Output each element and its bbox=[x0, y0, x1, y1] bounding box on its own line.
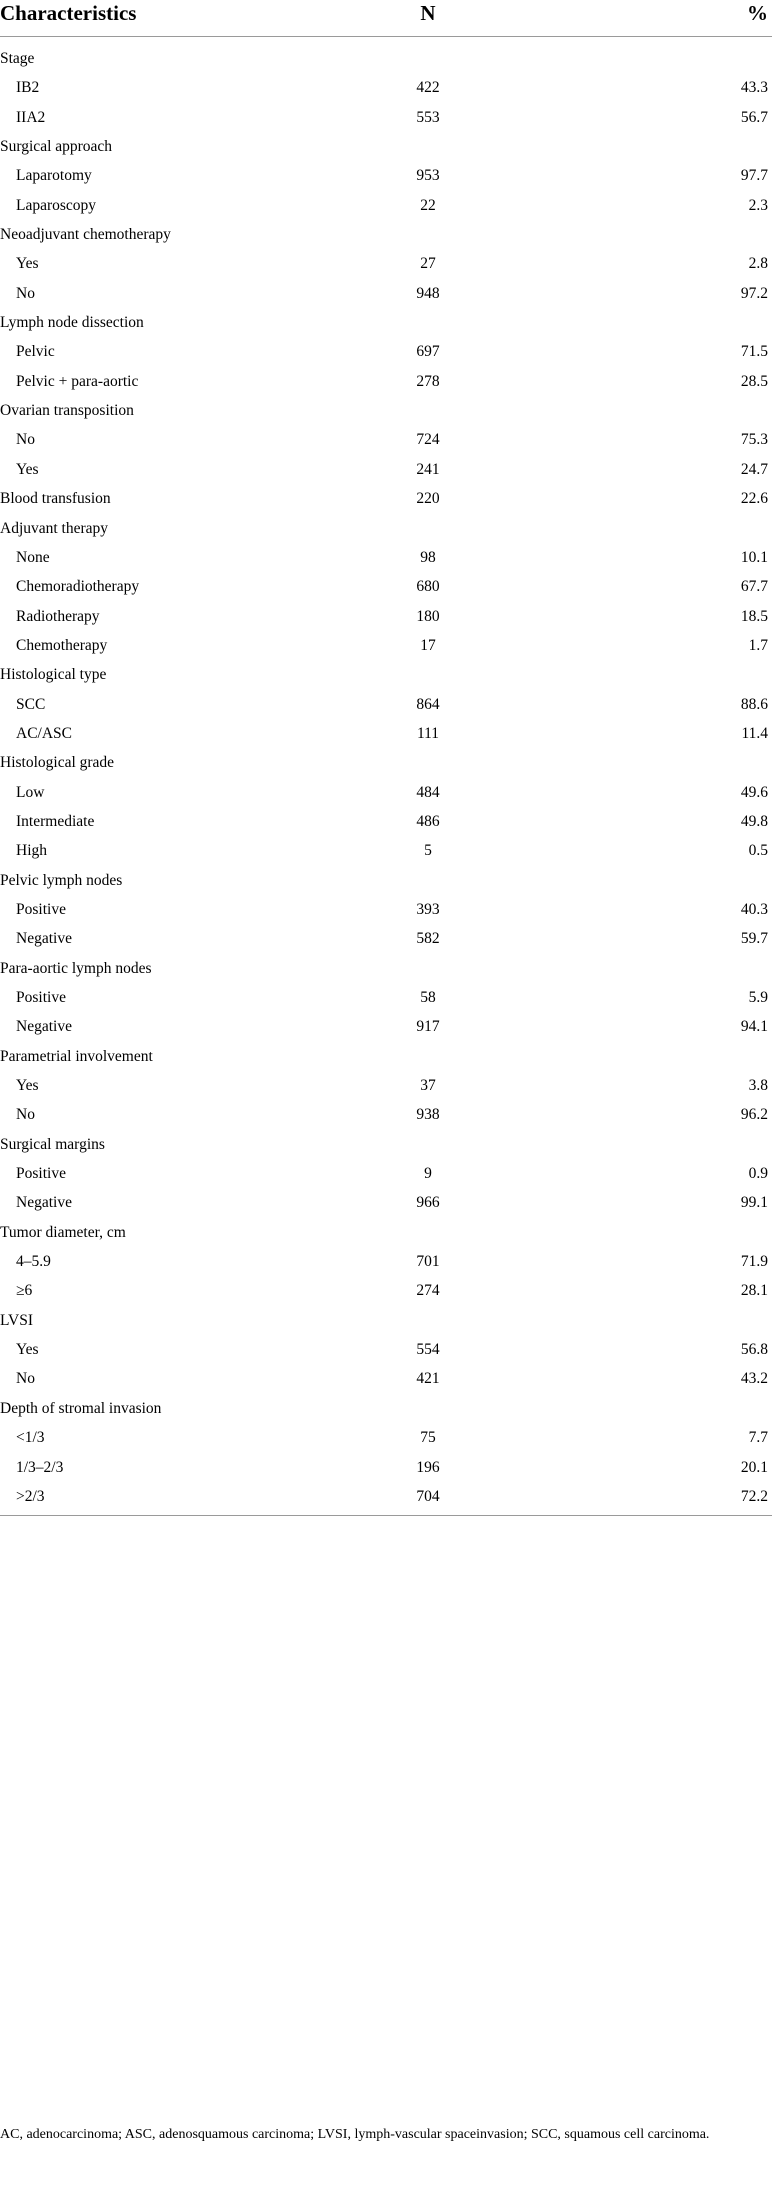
table-group-row bbox=[0, 396, 772, 425]
row-n: 938 bbox=[416, 1106, 440, 1124]
row-percent: 56.8 bbox=[740, 1341, 768, 1359]
row-label: Laparotomy bbox=[16, 167, 92, 185]
table-row bbox=[0, 1188, 772, 1217]
row-percent: 0.9 bbox=[748, 1165, 768, 1183]
table-row bbox=[0, 1100, 772, 1129]
row-n: 704 bbox=[416, 1487, 440, 1505]
table-row bbox=[0, 73, 772, 102]
row-label: Negative bbox=[16, 1194, 72, 1212]
row-label: Pelvic + para-aortic bbox=[16, 372, 139, 390]
row-label: Radiotherapy bbox=[16, 607, 100, 625]
row-percent: 75.3 bbox=[740, 431, 768, 449]
row-label: Pelvic lymph nodes bbox=[0, 871, 123, 889]
row-label: Positive bbox=[16, 1165, 66, 1183]
table-row bbox=[0, 1071, 772, 1100]
row-label: Negative bbox=[16, 930, 72, 948]
row-percent: 43.3 bbox=[740, 79, 768, 97]
table-row bbox=[0, 161, 772, 190]
row-percent: 97.2 bbox=[740, 284, 768, 302]
row-label: Yes bbox=[16, 1077, 39, 1095]
table-row bbox=[0, 425, 772, 454]
table-row bbox=[0, 836, 772, 865]
row-n: 241 bbox=[416, 460, 440, 478]
row-n: 393 bbox=[416, 900, 440, 918]
table-group-row bbox=[0, 660, 772, 689]
row-label: Intermediate bbox=[16, 812, 95, 830]
table-group-row bbox=[0, 132, 772, 161]
table-header-row bbox=[0, 0, 772, 37]
row-label: Positive bbox=[16, 900, 66, 918]
table-row bbox=[0, 983, 772, 1012]
row-label: Yes bbox=[16, 1341, 39, 1359]
row-n: 697 bbox=[416, 343, 440, 361]
row-label: Chemoradiotherapy bbox=[16, 578, 140, 596]
row-label: 4–5.9 bbox=[16, 1253, 51, 1271]
row-label: No bbox=[16, 284, 35, 302]
row-percent: 24.7 bbox=[740, 460, 768, 478]
header-n: N bbox=[420, 1, 436, 25]
table-group-row bbox=[0, 1306, 772, 1335]
row-label: IB2 bbox=[16, 79, 40, 97]
table-body bbox=[0, 44, 772, 1511]
row-label: Laparoscopy bbox=[16, 196, 97, 214]
row-n: 278 bbox=[416, 372, 440, 390]
table-row bbox=[0, 543, 772, 572]
row-n: 917 bbox=[416, 1018, 440, 1036]
row-label: Ovarian transposition bbox=[0, 402, 134, 420]
row-percent: 0.5 bbox=[748, 842, 768, 860]
row-n: 486 bbox=[416, 812, 440, 830]
row-n: 948 bbox=[416, 284, 440, 302]
row-percent: 2.3 bbox=[748, 196, 768, 214]
row-percent: 99.1 bbox=[740, 1194, 768, 1212]
row-label: No bbox=[16, 431, 35, 449]
row-label: AC/ASC bbox=[16, 724, 72, 742]
table-row bbox=[0, 1276, 772, 1305]
row-label: Yes bbox=[16, 460, 39, 478]
table-row bbox=[0, 367, 772, 396]
table-row bbox=[0, 1335, 772, 1364]
row-n: 22 bbox=[420, 196, 436, 214]
row-percent: 49.8 bbox=[740, 812, 768, 830]
row-n: 582 bbox=[416, 930, 440, 948]
table-group-row bbox=[0, 514, 772, 543]
row-label: Blood transfusion bbox=[0, 490, 111, 508]
row-percent: 59.7 bbox=[740, 930, 768, 948]
row-label: ≥6 bbox=[16, 1282, 33, 1300]
table-row bbox=[0, 337, 772, 366]
table-row bbox=[0, 103, 772, 132]
row-n: 27 bbox=[420, 255, 436, 273]
row-label: Lymph node dissection bbox=[0, 314, 144, 332]
row-label: None bbox=[16, 548, 50, 566]
table-group-row bbox=[0, 44, 772, 73]
row-label: Chemotherapy bbox=[16, 636, 108, 654]
table-row bbox=[0, 455, 772, 484]
row-percent: 28.5 bbox=[740, 372, 768, 390]
row-label: Adjuvant therapy bbox=[0, 519, 109, 537]
table-row bbox=[0, 631, 772, 660]
row-n: 274 bbox=[416, 1282, 440, 1300]
row-label: Positive bbox=[16, 989, 66, 1006]
row-label: Negative bbox=[16, 1018, 72, 1036]
row-n: 180 bbox=[416, 607, 440, 625]
table-row bbox=[0, 807, 772, 836]
row-label: No bbox=[16, 1106, 35, 1124]
table-row bbox=[0, 1482, 772, 1511]
table-row bbox=[0, 719, 772, 748]
row-percent: 18.5 bbox=[740, 607, 768, 625]
row-n: 220 bbox=[416, 490, 440, 508]
table-row bbox=[0, 1159, 772, 1188]
row-n: 966 bbox=[416, 1194, 440, 1212]
row-n: 196 bbox=[416, 1458, 440, 1476]
row-label: <1/3 bbox=[16, 1429, 45, 1447]
row-label: Histological type bbox=[0, 666, 107, 684]
row-label: Parametrial involvement bbox=[0, 1047, 153, 1065]
row-n: 724 bbox=[416, 431, 440, 449]
table-group-row bbox=[0, 748, 772, 777]
row-label: Yes bbox=[16, 255, 39, 273]
table-row bbox=[0, 1247, 772, 1276]
row-percent: 20.1 bbox=[740, 1458, 768, 1476]
row-percent: 49.6 bbox=[740, 783, 768, 801]
table-bottom-rule bbox=[0, 1515, 772, 1516]
table-group-row bbox=[0, 1218, 772, 1247]
row-n: 701 bbox=[416, 1253, 440, 1271]
row-n: 58 bbox=[420, 989, 436, 1006]
table-group-row bbox=[0, 1394, 772, 1423]
row-percent: 72.2 bbox=[740, 1487, 768, 1505]
row-percent: 94.1 bbox=[740, 1018, 768, 1036]
table-group-row bbox=[0, 1130, 772, 1159]
row-n: 953 bbox=[416, 167, 440, 185]
row-n: 421 bbox=[416, 1370, 440, 1388]
row-n: 554 bbox=[416, 1341, 440, 1359]
row-label: No bbox=[16, 1370, 35, 1388]
table-row bbox=[0, 690, 772, 719]
row-label: IIA2 bbox=[16, 108, 46, 126]
row-percent: 67.7 bbox=[740, 578, 768, 596]
row-n: 17 bbox=[420, 636, 436, 654]
row-label: Histological grade bbox=[0, 754, 115, 772]
row-n: 98 bbox=[420, 548, 436, 566]
table-row bbox=[0, 572, 772, 601]
table-row bbox=[0, 1364, 772, 1393]
row-percent: 28.1 bbox=[740, 1282, 768, 1300]
row-label: LVSI bbox=[0, 1311, 34, 1329]
row-label: 1/3–2/3 bbox=[16, 1458, 64, 1476]
header-percent: % bbox=[747, 1, 768, 25]
row-n: 111 bbox=[416, 724, 440, 742]
table-group-row bbox=[0, 866, 772, 895]
row-percent: 5.9 bbox=[748, 989, 768, 1006]
row-percent: 43.2 bbox=[740, 1370, 768, 1388]
row-n: 864 bbox=[416, 695, 440, 713]
table-row bbox=[0, 191, 772, 220]
row-label: Tumor diameter, cm bbox=[0, 1223, 126, 1241]
row-percent: 7.7 bbox=[748, 1429, 768, 1447]
table-row bbox=[0, 924, 772, 953]
row-n: 5 bbox=[424, 842, 432, 860]
row-n: 553 bbox=[416, 108, 440, 126]
row-percent: 2.8 bbox=[748, 255, 768, 273]
row-label: Surgical margins bbox=[0, 1135, 105, 1153]
row-label: High bbox=[16, 842, 47, 860]
row-n: 37 bbox=[420, 1077, 436, 1095]
table-row bbox=[0, 279, 772, 308]
row-percent: 1.7 bbox=[748, 636, 768, 654]
table-group-row bbox=[0, 954, 772, 983]
table-row bbox=[0, 895, 772, 924]
row-percent: 10.1 bbox=[740, 548, 768, 566]
table-footnote: AC, adenocarcinoma; ASC, adenosquamous carcinoma; LVSI, lymph-vascular spaceinvasion; SCC, squamous cell carcinoma. bbox=[0, 2127, 710, 2142]
row-percent: 56.7 bbox=[740, 108, 768, 126]
row-label: Pelvic bbox=[16, 343, 55, 361]
table-row bbox=[0, 778, 772, 807]
row-percent: 11.4 bbox=[741, 724, 768, 742]
table-group-row bbox=[0, 1042, 772, 1071]
row-percent: 71.5 bbox=[740, 343, 768, 361]
row-label: SCC bbox=[16, 695, 46, 713]
table-group-row bbox=[0, 220, 772, 249]
table-row bbox=[0, 1453, 772, 1482]
row-percent: 71.9 bbox=[740, 1253, 768, 1271]
row-label: >2/3 bbox=[16, 1487, 45, 1505]
table-row bbox=[0, 249, 772, 278]
row-n: 680 bbox=[416, 578, 440, 596]
row-label: Surgical approach bbox=[0, 138, 113, 156]
row-percent: 97.7 bbox=[740, 167, 768, 185]
row-percent: 40.3 bbox=[740, 900, 768, 918]
row-label: Para-aortic lymph nodes bbox=[0, 959, 152, 977]
table-group-row bbox=[0, 484, 772, 513]
row-n: 422 bbox=[416, 79, 440, 97]
row-label: Neoadjuvant chemotherapy bbox=[0, 226, 171, 244]
row-label: Depth of stromal invasion bbox=[0, 1399, 162, 1417]
row-n: 9 bbox=[424, 1165, 432, 1183]
table-row bbox=[0, 1012, 772, 1041]
header-characteristics: Characteristics bbox=[0, 1, 137, 25]
row-percent: 3.8 bbox=[748, 1077, 768, 1095]
row-percent: 22.6 bbox=[740, 490, 768, 508]
row-label: Stage bbox=[0, 50, 35, 67]
table-group-row bbox=[0, 308, 772, 337]
table-row bbox=[0, 1423, 772, 1452]
row-label: Low bbox=[16, 783, 45, 801]
row-n: 484 bbox=[416, 783, 440, 801]
row-n: 75 bbox=[420, 1429, 436, 1447]
row-percent: 88.6 bbox=[740, 695, 768, 713]
row-percent: 96.2 bbox=[740, 1106, 768, 1124]
table-row bbox=[0, 602, 772, 631]
